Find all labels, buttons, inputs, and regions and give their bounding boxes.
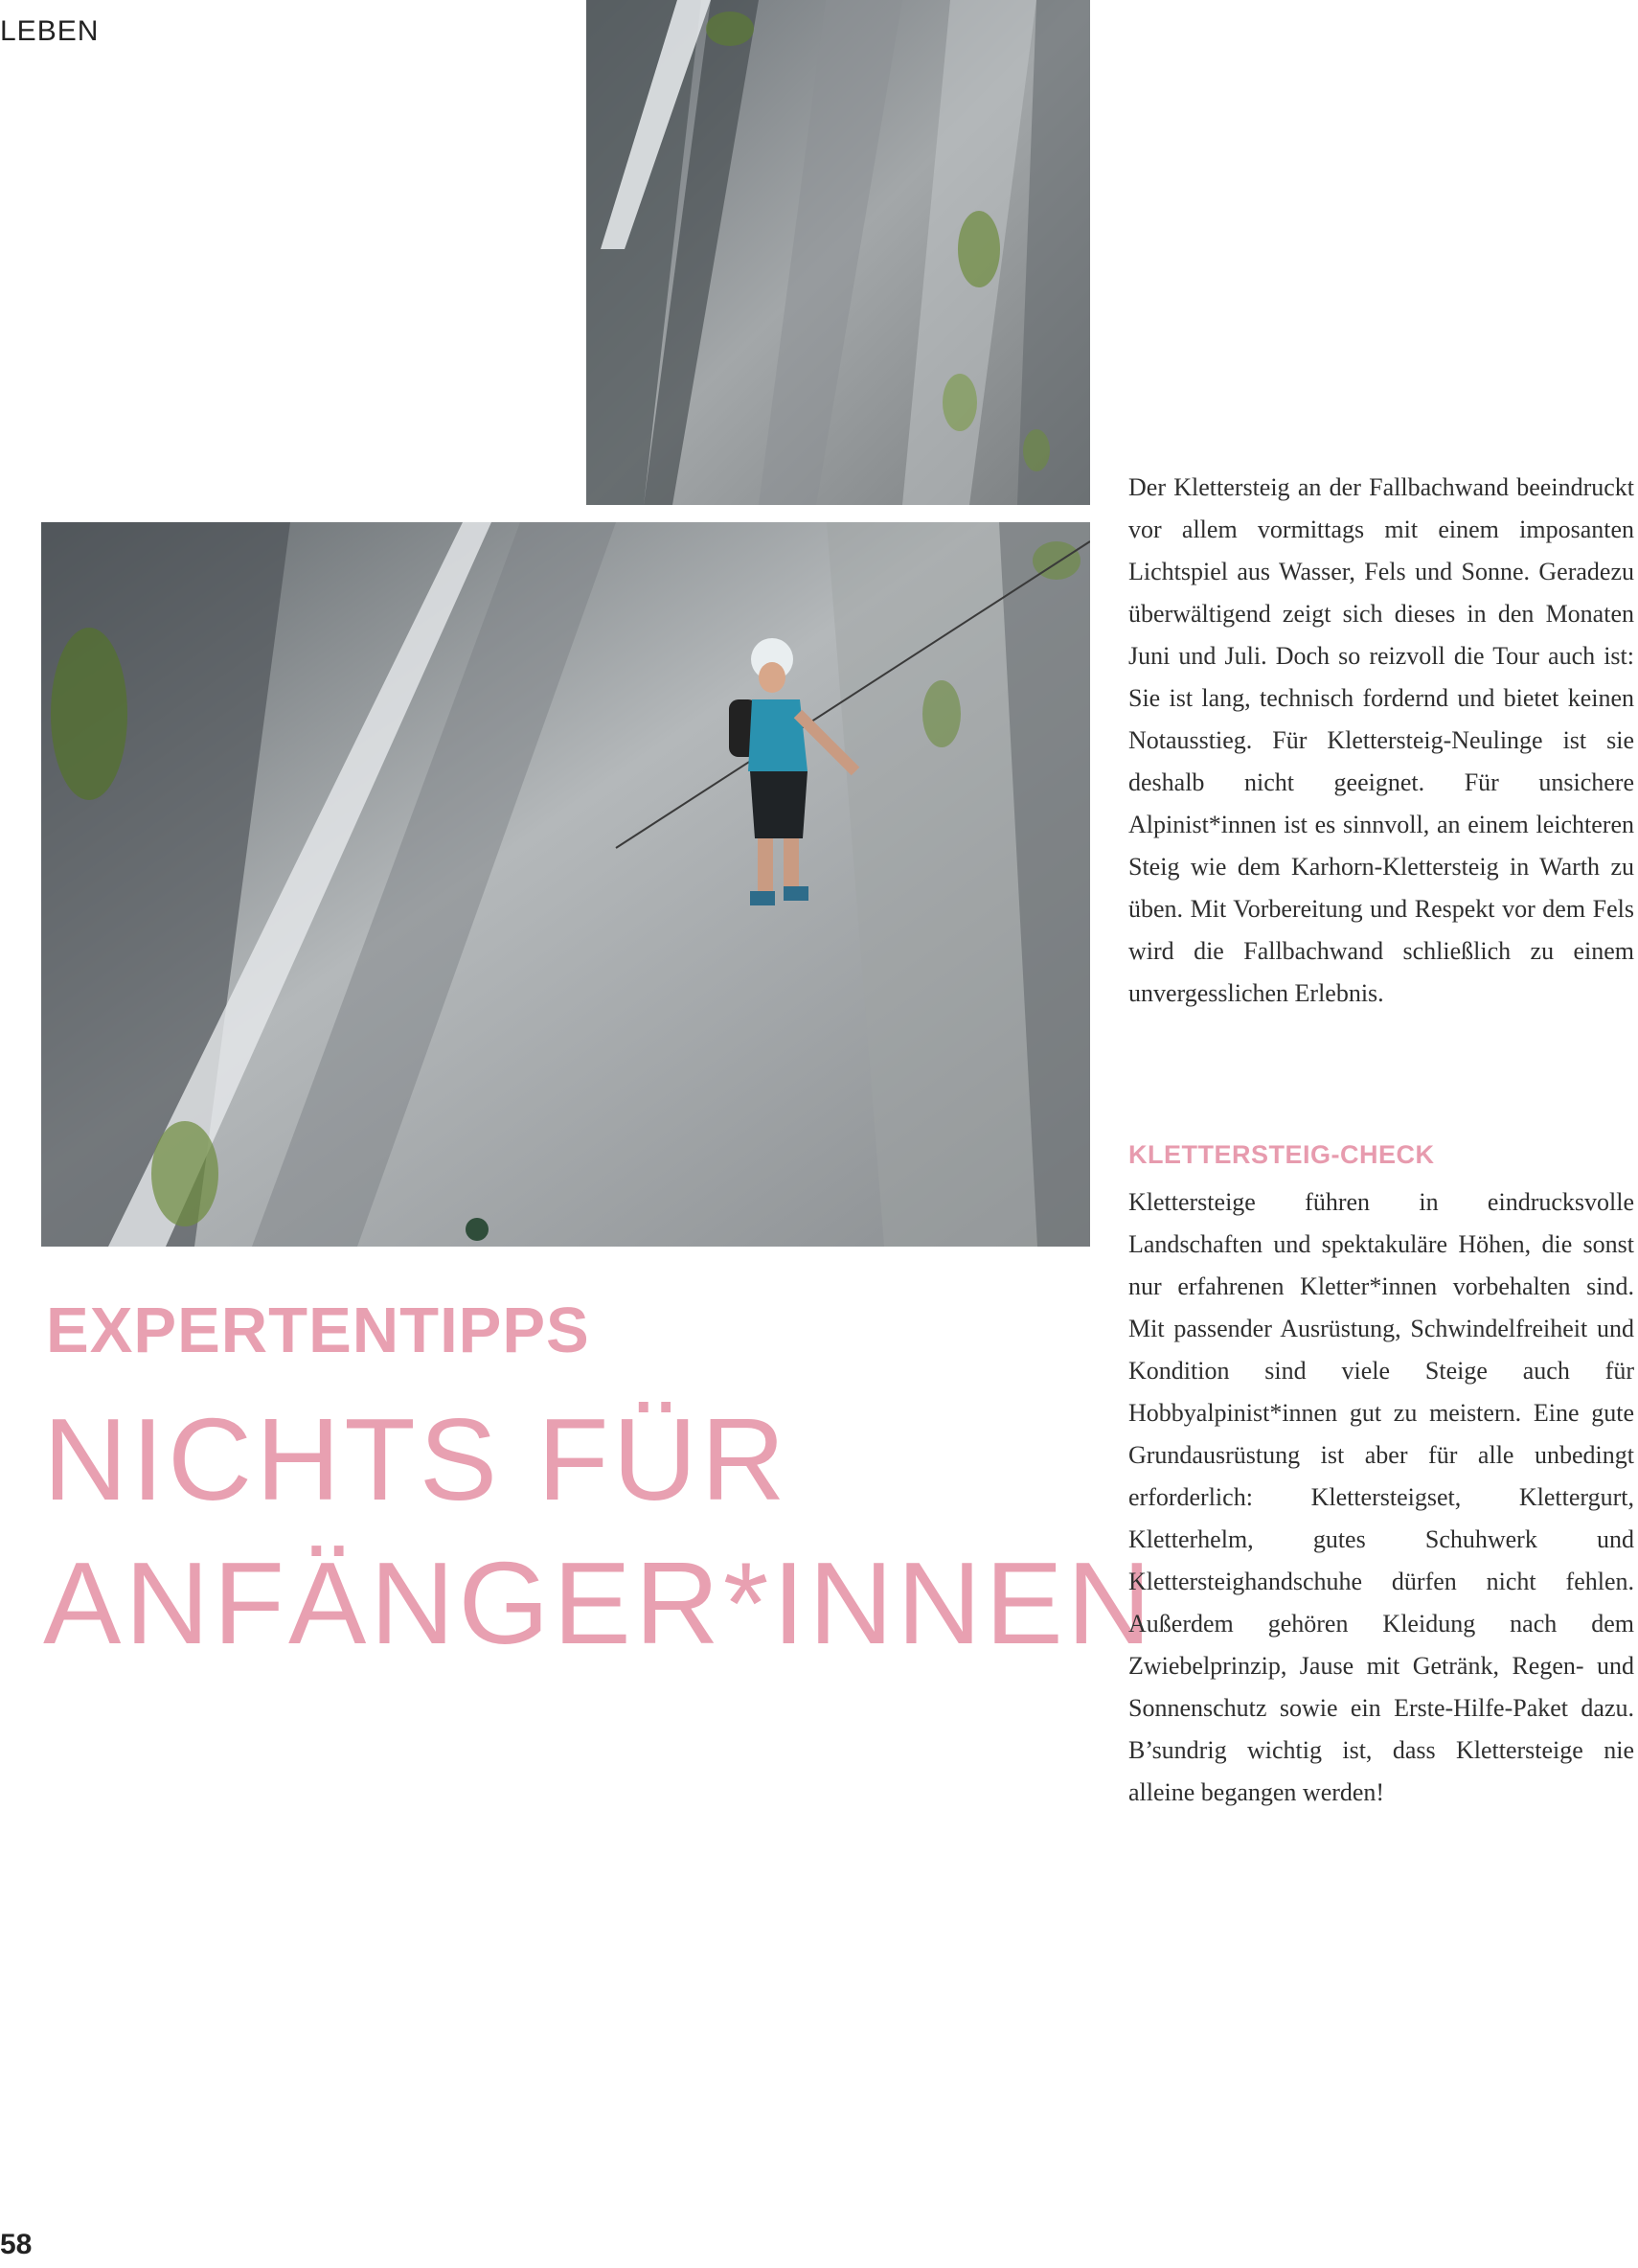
climber-on-via-ferrata-photo <box>41 522 1090 1247</box>
intro-paragraph: Der Klettersteig an der Fallbachwand beeindruckt vor allem vormittags mit einem imposanten Lichtspiel aus Wasser, Fels und Sonne. Geradezu überwältigend zeigt sich dieses in den Monaten Juni und Juli. Doch so reizvoll die Tour auch ist: Sie ist lang, technisch fordernd und bietet keinen Notausstieg. Für Klettersteig-Neulinge ist sie deshalb nicht geeignet. Für unsichere Alpinist*innen ist es sinnvoll, an einem leichteren Steig wie dem Karhorn-Klettersteig in Warth zu üben. Mit Vorbereitung und Respekt vor dem Fels wird die Fallbachwand schließlich zu einem unvergesslichen Erlebnis. <box>1128 473 1634 1007</box>
waterfall-rock-face-photo <box>586 0 1090 505</box>
check-paragraph: Klettersteige führen in eindrucksvolle Landschaften und spektakuläre Höhen, die sonst nur erfahrenen Kletter*innen vorbehalten sind. Mit passender Ausrüstung, Schwindelfreiheit und Kondition sind viele Steige auch für Hobbyalpinist*innen gut zu meistern. Eine gute Grundausrüstung ist aber für alle unbedingt erforderlich: Klettersteigset, Klettergurt, Kletterhelm, gutes Schuhwerk und Klettersteighandschuhe dürfen nicht fehlen. Außerdem gehören Kleidung nach dem Zwiebelprinzip, Jause mit Getränk, Regen- und Sonnenschutz sowie ein Erste-Hilfe-Paket dazu. B’sundrig wichtig ist, dass Klettersteige nie alleine begangen werden! <box>1128 1188 1634 1806</box>
article-kicker: EXPERTENTIPPS <box>46 1294 590 1366</box>
check-heading: KLETTERSTEIG-CHECK <box>1128 1140 1435 1169</box>
article-headline <box>43 1387 1155 1675</box>
headline-line-1: NICHTS FÜR <box>43 1394 789 1524</box>
headline-line-2: ANFÄNGER*INNEN <box>43 1538 1155 1668</box>
page-number: 58 <box>0 2229 33 2260</box>
section-label: LEBEN <box>0 15 100 47</box>
